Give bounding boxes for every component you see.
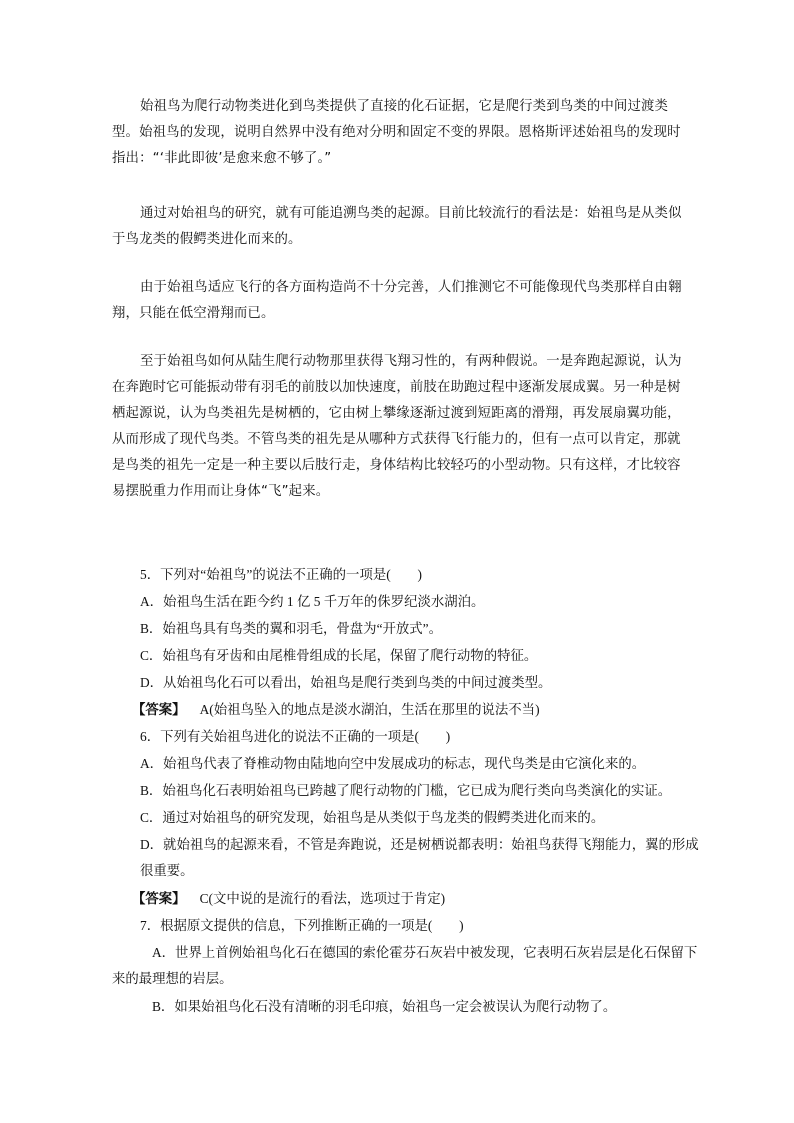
answer-label: 【答案】 — [132, 891, 186, 906]
passage-paragraph-2: 通过对始祖鸟的研究，就有可能追溯鸟类的起源。目前比较流行的看法是：始祖鸟是从类似于鸟龙类的假鳄类进化而来的。 — [112, 206, 682, 247]
question-5-option-d: D．从始祖鸟化石可以看出，始祖鸟是爬行类到鸟类的中间过渡类型。 — [140, 675, 552, 690]
question-5-option-c: C．始祖鸟有牙齿和由尾椎骨组成的长尾，保留了爬行动物的特征。 — [140, 648, 538, 663]
passage-paragraph-1: 始祖鸟为爬行动物类进化到鸟类提供了直接的化石证据，它是爬行类到鸟类的中间过渡类型。始祖鸟的发现，说明自然界中没有绝对分明和固定不变的界限。恩格斯评述始祖鸟的发现时指出：“‘非此即彼’是愈来愈不够了。” — [112, 99, 681, 166]
question-5-option-b: B．始祖鸟具有鸟类的翼和羽毛，骨盘为“开放式”。 — [140, 621, 443, 636]
passage-paragraph-3: 由于始祖鸟适应飞行的各方面构造尚不十分完善，人们推测它不可能像现代鸟类那样自由翱翔，只能在低空滑翔而已。 — [112, 280, 682, 321]
question-5-answer — [132, 697, 702, 723]
question-6-option-a: A．始祖鸟代表了脊椎动物由陆地向空中发展成功的标志，现代鸟类是由它演化来的。 — [140, 756, 646, 771]
question-6-option-c: C．通过对始祖鸟的研究发现，始祖鸟是从类似于鸟龙类的假鳄类进化而来的。 — [140, 810, 605, 825]
question-6-stem: 6．下列有关始祖鸟进化的说法不正确的一项是( ) — [140, 729, 451, 744]
question-7-option-b: B．如果始祖鸟化石没有清晰的羽毛印痕，始祖鸟一定会被误认为爬行动物了。 — [152, 999, 617, 1014]
question-5-stem: 5．下列对“始祖鸟”的说法不正确的一项是( ) — [140, 567, 422, 582]
passage-paragraph-4: 至于始祖鸟如何从陆生爬行动物那里获得飞翔习性的，有两种假说。一是奔跑起源说，认为在奔跑时它可能振动带有羽毛的前肢以加快速度，前肢在助跑过程中逐渐发展成翼。另一种是树栖起源说，认为鸟类祖先是树栖的，它由树上攀缘逐渐过渡到短距离的滑翔，再发展扇翼功能，从而形成了现代鸟类。不管鸟类的祖先是从哪种方式获得飞行能力的，但有一点可以肯定，那就是鸟类的祖先一定是一种主要以后肢行走，身体结构比较轻巧的小型动物。只有这样，才比较容易摆脱重力作用而让身体“飞”起来。 — [112, 354, 682, 499]
question-7-stem: 7．根据原文提供的信息，下列推断正确的一项是( ) — [140, 918, 464, 933]
answer-text: C(文中说的是流行的看法，选项过于肯定) — [199, 891, 446, 906]
question-5-option-a: A．始祖鸟生活在距今约 1 亿 5 千万年的侏罗纪淡水湖泊。 — [140, 594, 485, 609]
question-7-option-a: A．世界上首例始祖鸟化石在德国的索伦霍芬石灰岩中被发现，它表明石灰岩层是化石保留下来的最理想的岩层。 — [112, 945, 698, 986]
question-6-answer — [132, 886, 702, 912]
question-6-option-b: B．始祖鸟化石表明始祖鸟已跨越了爬行动物的门槛，它已成为爬行类向鸟类演化的实证。 — [140, 783, 672, 798]
question-6-option-d: D．就始祖鸟的起源来看，不管是奔跑说，还是树栖说都表明：始祖鸟获得飞翔能力，翼的形成很重要。 — [140, 837, 699, 878]
answer-text: A(始祖鸟坠入的地点是淡水湖泊，生活在那里的说法不当) — [199, 702, 540, 717]
answer-label: 【答案】 — [132, 702, 186, 717]
